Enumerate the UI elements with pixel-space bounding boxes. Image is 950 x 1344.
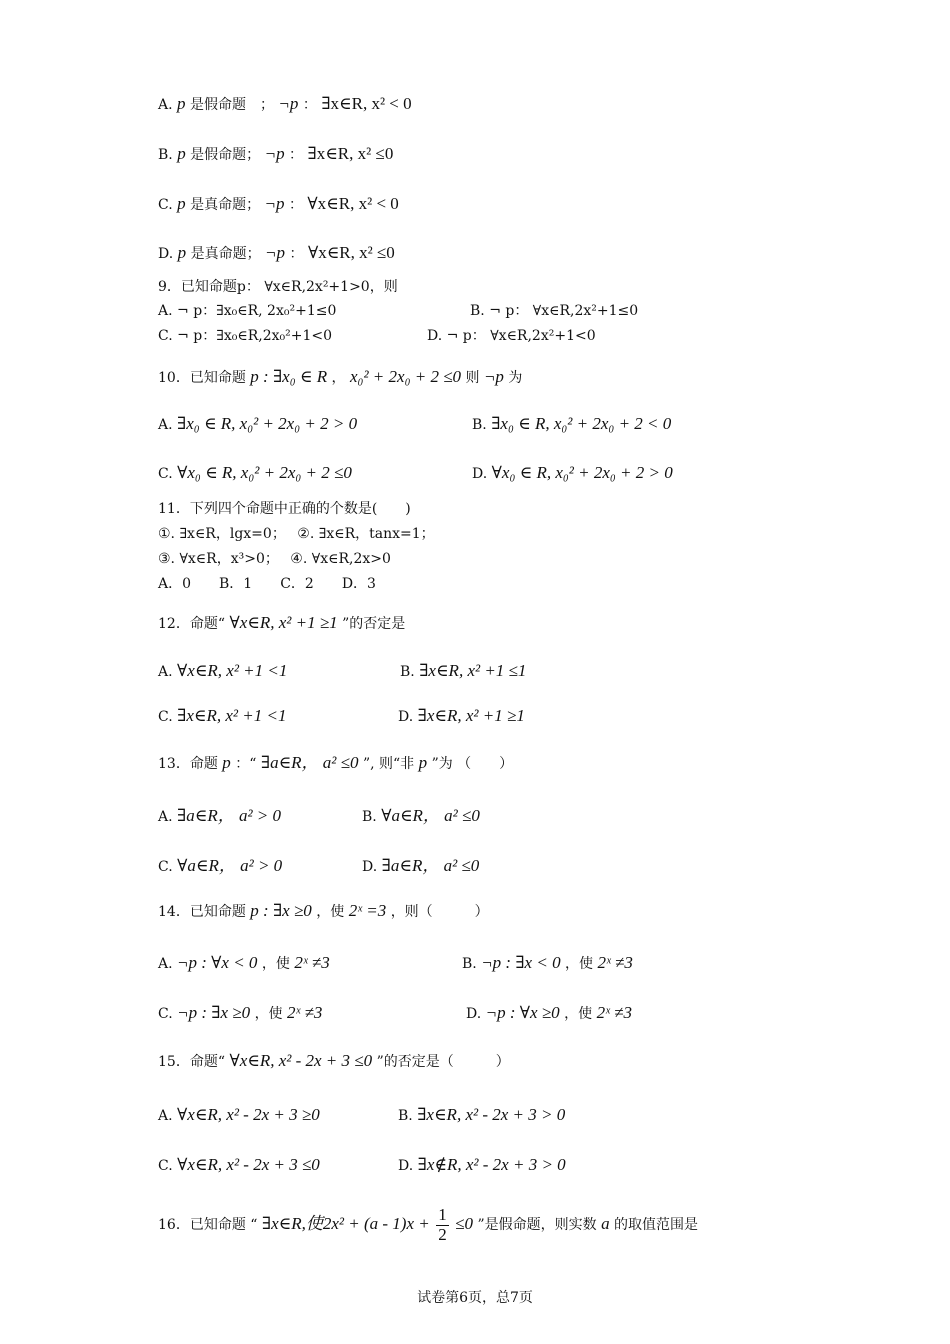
q11-row-2: ③. ∀x∈R，x³>0； ④. ∀x∈R,2x>0 bbox=[158, 551, 391, 567]
q9-option-b: B. ¬ p： ∀x∈R,2x²+1≤0 bbox=[470, 303, 639, 319]
q16-fraction: $\frac{1}{2}$ bbox=[438, 1205, 447, 1244]
q14-option-d: D. ¬p : ∀x ≥0 ，使 2ˣ ≠3 bbox=[466, 1003, 632, 1022]
q15-option-d: D. ∃x∉R, x² - 2x + 3 > 0 bbox=[398, 1155, 566, 1174]
q9-option-c: C. ¬ p：∃x₀∈R,2x₀²+1<0 bbox=[158, 328, 333, 344]
q10-option-b: B. ∃x₀ ∈ R, x₀² + 2x₀ + 2 < 0 bbox=[472, 414, 672, 433]
q8-option-a: A. p 是假命题 ； ¬p ： ∃x∈R, x² < 0 bbox=[158, 94, 412, 113]
q11-row-1: ①. ∃x∈R，lgx=0； ②. ∃x∈R，tanx=1； bbox=[158, 526, 435, 542]
q15-stem: 15．命题“ ∀x∈R, x² - 2x + 3 ≤0 ”的否定是（ ） bbox=[158, 1051, 510, 1070]
q14-option-a: A. ¬p : ∀x < 0 ，使 2ˣ ≠3 bbox=[158, 953, 330, 972]
q11-choices: A．0 B．1 C．2 D．3 bbox=[158, 576, 376, 592]
q15-option-a: A. ∀x∈R, x² - 2x + 3 ≥0 bbox=[158, 1105, 320, 1124]
q10-stem: 10．已知命题 p : ∃x₀ ∈ R ， x₀² + 2x₀ + 2 ≤0 则 ¬p 为 bbox=[158, 367, 523, 386]
q12-option-c: C. ∃x∈R, x² +1 <1 bbox=[158, 706, 287, 725]
q8-option-c: C. p 是真命题； ¬p ： ∀x∈R, x² < 0 bbox=[158, 194, 399, 213]
q13-option-b: B. ∀a∈R， a² ≤0 bbox=[362, 806, 480, 825]
q9-option-d: D. ¬ p： ∀x∈R,2x²+1<0 bbox=[427, 328, 596, 344]
q10-option-d: D. ∀x₀ ∈ R, x₀² + 2x₀ + 2 > 0 bbox=[472, 463, 673, 482]
q8-option-b: B. p 是假命题； ¬p ： ∃x∈R, x² ≤0 bbox=[158, 144, 394, 163]
q12-option-b: B. ∃x∈R, x² +1 ≤1 bbox=[400, 661, 527, 680]
q13-option-d: D. ∃a∈R， a² ≤0 bbox=[362, 856, 480, 875]
q9-stem: 9．已知命题p： ∀x∈R,2x²+1>0，则 bbox=[158, 279, 398, 295]
q8-option-d: D. p 是真命题； ¬p ： ∀x∈R, x² ≤0 bbox=[158, 243, 395, 262]
q12-option-d: D. ∃x∈R, x² +1 ≥1 bbox=[398, 706, 525, 725]
q15-option-c: C. ∀x∈R, x² - 2x + 3 ≤0 bbox=[158, 1155, 320, 1174]
q11-stem: 11．下列四个命题中正确的个数是( ) bbox=[158, 501, 411, 517]
q14-stem: 14．已知命题 p : ∃x ≥0 ，使 2ˣ =3 ，则（ ） bbox=[158, 901, 489, 920]
q13-option-a: A. ∃a∈R， a² > 0 bbox=[158, 806, 282, 825]
q12-option-a: A. ∀x∈R, x² +1 <1 bbox=[158, 661, 288, 680]
q12-stem: 12．命题“ ∀x∈R, x² +1 ≥1 ”的否定是 bbox=[158, 613, 406, 632]
q14-option-b: B. ¬p : ∃x < 0 ，使 2ˣ ≠3 bbox=[462, 953, 633, 972]
q13-stem: 13．命题 p ：“ ∃a∈R， a² ≤0 ”, 则“非 p ”为 （ ） bbox=[158, 753, 514, 772]
q9-option-a: A. ¬ p：∃x₀∈R, 2x₀²+1≤0 bbox=[158, 303, 337, 319]
q13-option-c: C. ∀a∈R， a² > 0 bbox=[158, 856, 283, 875]
page-footer: 试卷第6页，总7页 bbox=[417, 1290, 533, 1306]
q15-option-b: B. ∃x∈R, x² - 2x + 3 > 0 bbox=[398, 1105, 566, 1124]
q10-option-c: C. ∀x₀ ∈ R, x₀² + 2x₀ + 2 ≤0 bbox=[158, 463, 352, 482]
q14-option-c: C. ¬p : ∃x ≥0 ，使 2ˣ ≠3 bbox=[158, 1003, 323, 1022]
q10-option-a: A. ∃x₀ ∈ R, x₀² + 2x₀ + 2 > 0 bbox=[158, 414, 358, 433]
q16-stem: 16．已知命题 “ ∃x∈R,使2x² + (a - 1)x + $\frac{1}{2}$ ≤0 ”是假命题，则实数 a 的取值范围是 bbox=[158, 1205, 699, 1244]
